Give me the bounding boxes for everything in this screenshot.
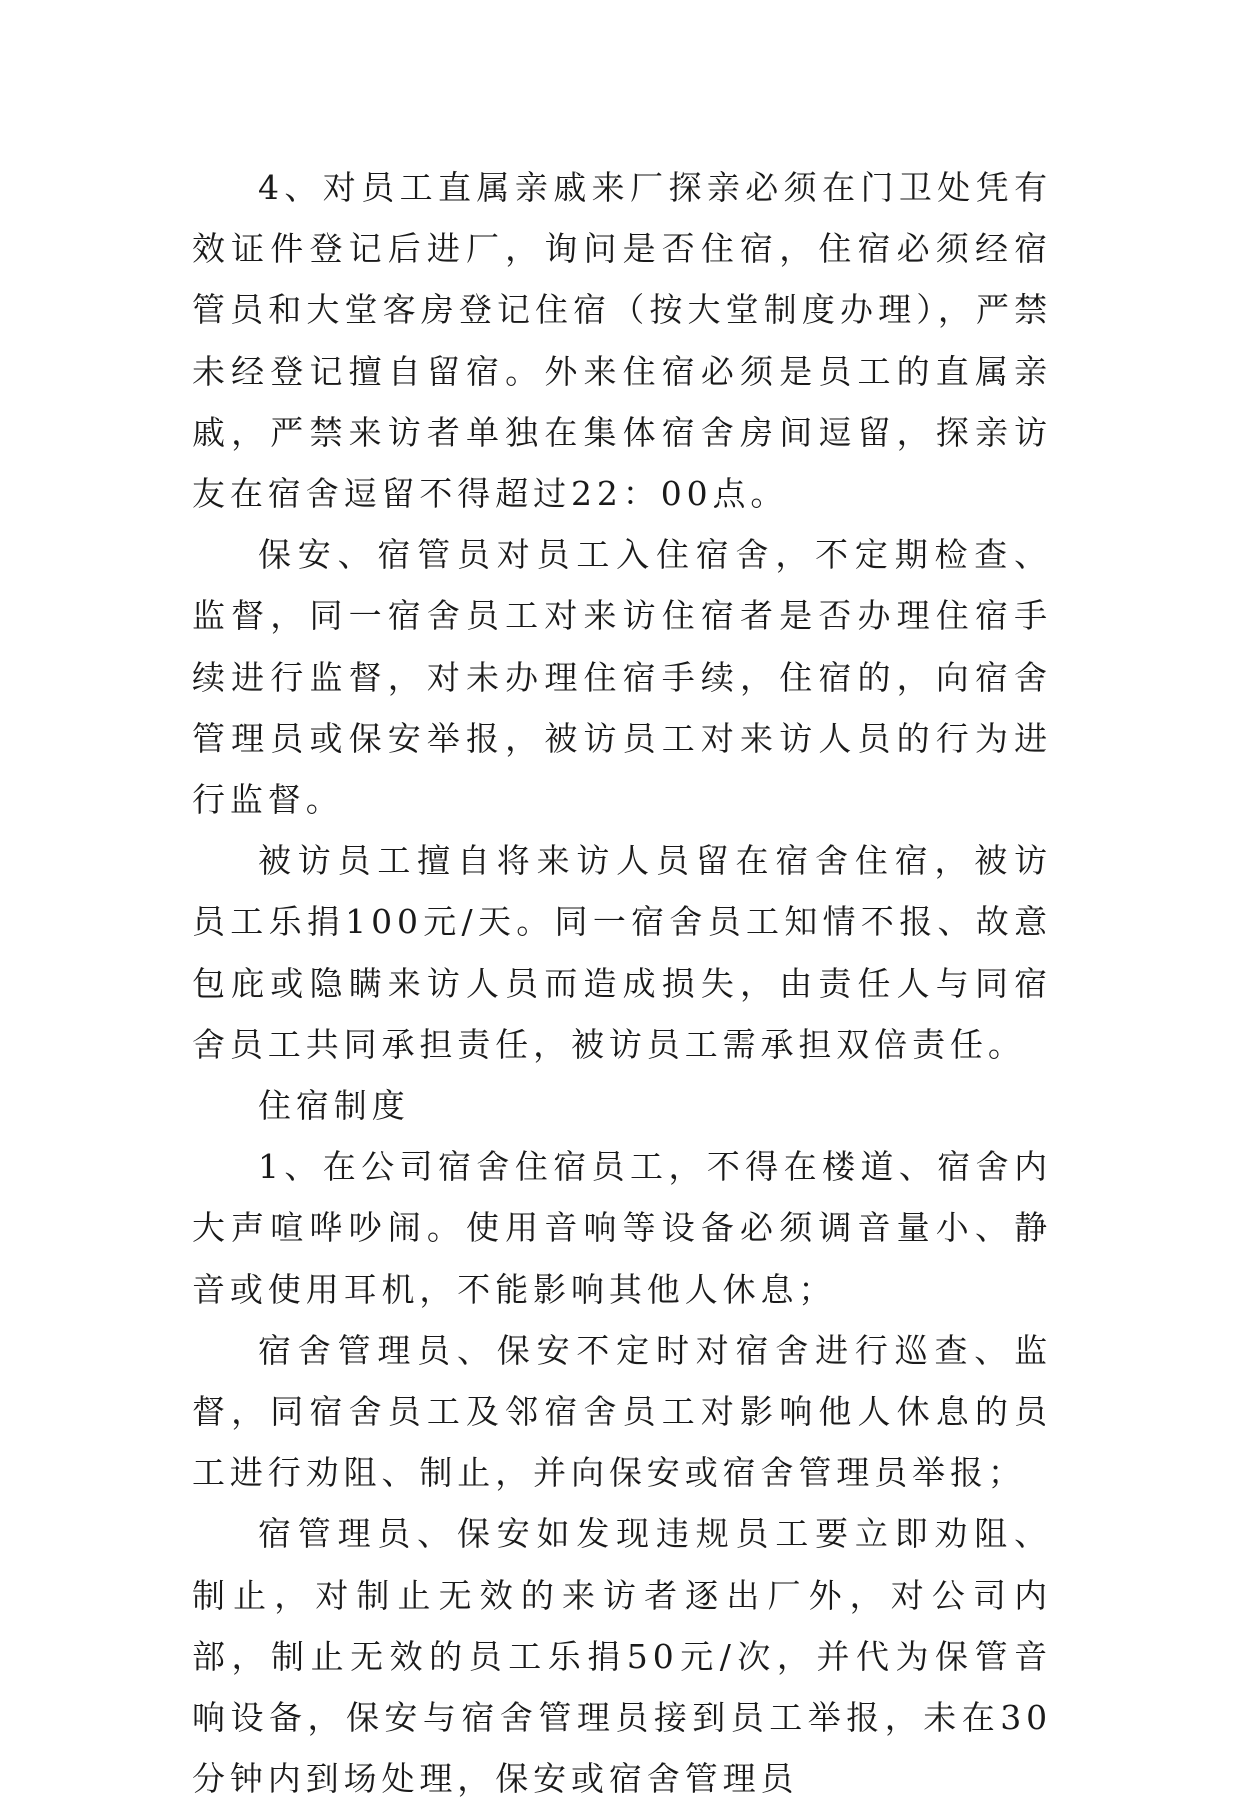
- paragraph-patrol: 宿舍管理员、保安不定时对宿舍进行巡查、监督，同宿舍员工及邻宿舍员工对影响他人休息的员工进行劝阻、制止，并向保安或宿舍管理员举报；: [192, 1330, 1052, 1493]
- paragraph-noise-rule: 1、在公司宿舍住宿员工，不得在楼道、宿舍内大声喧哗吵闹。使用音响等设备必须调音量小、静音或使用耳机，不能影响其他人休息；: [192, 1147, 1052, 1309]
- section-heading: 住宿制度: [258, 1086, 410, 1126]
- document-body: [192, 157, 1052, 1809]
- paragraph-enforcement: 宿管理员、保安如发现违规员工要立即劝阻、制止，对制止无效的来访者逐出厂外，对公司内部，制止无效的员工乐捐50元/次，并代为保管音响设备，保安与宿舍管理员接到员工举报，未在30分钟内到场处理，保安或宿舍管理员: [192, 1514, 1052, 1799]
- paragraph-visitor-registration: 4、对员工直属亲戚来厂探亲必须在门卫处凭有效证件登记后进厂，询问是否住宿，住宿必须经宿管员和大堂客房登记住宿（按大堂制度办理），严禁未经登记擅自留宿。外来住宿必须是员工的直属亲戚，严禁来访者单独在集体宿舍房间逗留，探亲访友在宿舍逗留不得超过22：00点。: [192, 168, 1052, 514]
- paragraph-penalty: 被访员工擅自将来访人员留在宿舍住宿，被访员工乐捐100元/天。同一宿舍员工知情不报、故意包庇或隐瞒来访人员而造成损失，由责任人与同宿舍员工共同承担责任，被访员工需承担双倍责任。: [192, 841, 1052, 1064]
- paragraph-supervision: 保安、宿管员对员工入住宿舍，不定期检查、监督，同一宿舍员工对来访住宿者是否办理住宿手续进行监督，对未办理住宿手续，住宿的，向宿舍管理员或保安举报，被访员工对来访人员的行为进行监督。: [192, 535, 1052, 820]
